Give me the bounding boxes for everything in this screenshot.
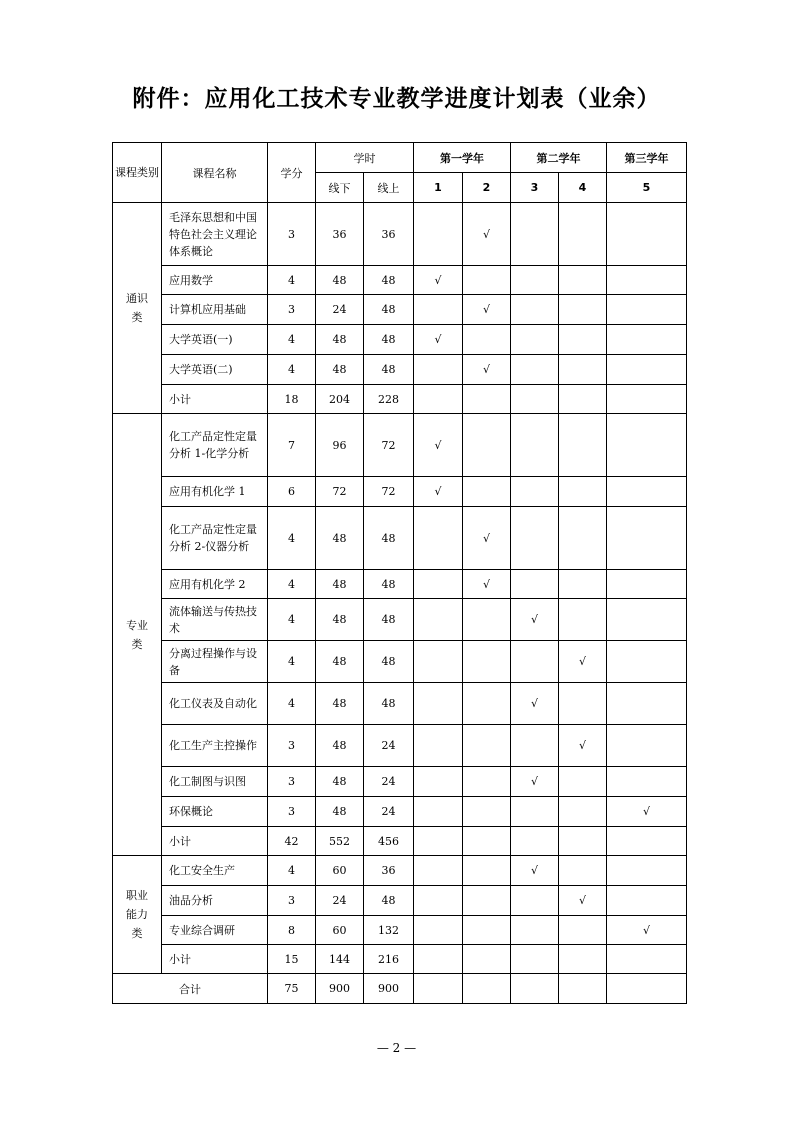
semester-cell [414,477,463,507]
offline-hours-cell: 24 [316,886,364,916]
semester-cell [559,767,607,797]
semester-cell [463,797,511,827]
semester-cell [607,355,687,385]
semester-cell [607,414,687,477]
semester-cell [607,945,687,974]
credits-cell: 3 [268,203,316,266]
semester-cell [559,886,607,916]
total-label: 合计 [113,974,268,1004]
header-row-1 [113,143,687,173]
table-row [113,599,687,641]
online-hours-cell: 72 [364,477,414,507]
category-cell [113,856,162,974]
check-mark-icon: √ [642,923,650,937]
semester-cell [511,856,559,886]
course-name: 化工产品定性定量分析 1-化学分析 [162,414,268,477]
category-label: 职业能力类 [126,889,148,940]
header-hours: 学时 [316,143,414,173]
category-label: 通识类 [126,292,148,324]
credits-cell: 4 [268,266,316,295]
credits-cell: 3 [268,767,316,797]
offline-hours-cell: 552 [316,827,364,856]
semester-cell [607,916,687,945]
credits-cell: 4 [268,683,316,725]
category-cell [113,414,162,856]
table-row [113,266,687,295]
course-name: 流体输送与传热技术 [162,599,268,641]
credits-cell: 4 [268,325,316,355]
table-row [113,570,687,599]
check-mark-icon: √ [434,333,442,346]
semester-cell [607,325,687,355]
course-name: 化工产品定性定量分析 2-仪器分析 [162,507,268,570]
semester-cell [511,916,559,945]
credits-cell: 3 [268,886,316,916]
table-row [113,355,687,385]
category-label: 专业类 [126,618,148,651]
online-hours-cell: 48 [364,355,414,385]
credits-cell: 4 [268,599,316,641]
semester-cell [511,827,559,856]
course-name: 化工安全生产 [162,856,268,886]
table-body [113,203,687,974]
course-name: 化工仪表及自动化 [162,683,268,725]
teaching-plan-table [112,142,687,1004]
offline-hours-cell: 204 [316,385,364,414]
semester-cell [559,725,607,767]
course-name: 环保概论 [162,797,268,827]
semester-cell [463,477,511,507]
semester-cell [414,886,463,916]
header-semester-3: 3 [511,173,559,203]
header-category-text: 课程类别 [115,166,159,179]
semester-cell [414,641,463,683]
offline-hours-cell: 48 [316,683,364,725]
online-hours-cell: 36 [364,856,414,886]
semester-cell [463,507,511,570]
table-row [113,203,687,266]
credits-cell: 6 [268,477,316,507]
semester-cell [607,385,687,414]
semester-cell [559,641,607,683]
semester-cell [414,945,463,974]
course-name: 小计 [162,827,268,856]
course-name: 化工制图与识图 [162,767,268,797]
header-credits: 学分 [268,143,316,203]
online-hours-cell: 132 [364,916,414,945]
total-online: 900 [364,974,414,1004]
semester-cell [559,355,607,385]
semester-cell [511,945,559,974]
table-row [113,295,687,325]
semester-cell [463,266,511,295]
header-year-1: 第一学年 [414,143,511,173]
semester-cell [559,203,607,266]
online-hours-cell: 216 [364,945,414,974]
online-hours-cell: 24 [364,797,414,827]
course-name: 油品分析 [162,886,268,916]
semester-cell [607,683,687,725]
online-hours-cell: 48 [364,295,414,325]
semester-cell [463,295,511,325]
header-offline: 线下 [316,173,364,203]
online-hours-cell: 24 [364,725,414,767]
semester-cell [511,355,559,385]
semester-cell [414,325,463,355]
semester-cell [559,385,607,414]
table-row [113,886,687,916]
semester-cell [463,599,511,641]
table-row [113,477,687,507]
category-cell [113,203,162,414]
course-name: 化工生产主控操作 [162,725,268,767]
semester-cell [607,641,687,683]
semester-cell [511,507,559,570]
check-mark-icon: √ [530,775,538,788]
online-hours-cell: 48 [364,641,414,683]
semester-cell [511,570,559,599]
semester-cell [511,767,559,797]
credits-cell: 4 [268,507,316,570]
semester-cell [463,570,511,599]
semester-cell [511,974,559,1004]
check-mark-icon: √ [482,577,490,591]
course-name: 大学英语(一) [162,325,268,355]
semester-cell [463,203,511,266]
semester-cell [559,414,607,477]
semester-cell [607,767,687,797]
offline-hours-cell: 48 [316,507,364,570]
semester-cell [511,599,559,641]
semester-cell [607,827,687,856]
table-row [113,916,687,945]
online-hours-cell: 36 [364,203,414,266]
check-mark-icon: √ [578,894,586,907]
semester-cell [414,385,463,414]
semester-cell [607,974,687,1004]
course-name: 应用有机化学 1 [162,477,268,507]
semester-cell [559,266,607,295]
check-mark-icon: √ [482,303,490,316]
semester-cell [559,507,607,570]
header-online: 线上 [364,173,414,203]
total-row [113,974,687,1004]
semester-cell [607,886,687,916]
table-row [113,725,687,767]
semester-cell [559,683,607,725]
credits-cell: 3 [268,295,316,325]
course-name: 大学英语(二) [162,355,268,385]
semester-cell [559,797,607,827]
online-hours-cell: 48 [364,507,414,570]
table-row [113,385,687,414]
online-hours-cell: 48 [364,886,414,916]
credits-cell: 3 [268,797,316,827]
header-category [113,143,162,203]
offline-hours-cell: 96 [316,414,364,477]
semester-cell [463,385,511,414]
offline-hours-cell: 24 [316,295,364,325]
offline-hours-cell: 60 [316,856,364,886]
online-hours-cell: 48 [364,266,414,295]
semester-cell [463,945,511,974]
semester-cell [559,599,607,641]
semester-cell [414,599,463,641]
semester-cell [559,295,607,325]
header-semester-5: 5 [607,173,687,203]
semester-cell [463,414,511,477]
semester-cell [463,827,511,856]
semester-cell [607,266,687,295]
table-row [113,325,687,355]
course-name: 小计 [162,945,268,974]
semester-cell [559,974,607,1004]
semester-cell [607,599,687,641]
course-name: 计算机应用基础 [162,295,268,325]
offline-hours-cell: 48 [316,767,364,797]
semester-cell [511,886,559,916]
semester-cell [414,725,463,767]
semester-cell [414,414,463,477]
semester-cell [511,414,559,477]
semester-cell [511,641,559,683]
semester-cell [511,325,559,355]
check-mark-icon: √ [578,739,586,752]
total-credits: 75 [268,974,316,1004]
semester-cell [463,916,511,945]
online-hours-cell: 456 [364,827,414,856]
credits-cell: 42 [268,827,316,856]
semester-cell [607,725,687,767]
online-hours-cell: 24 [364,767,414,797]
offline-hours-cell: 60 [316,916,364,945]
header-semester-2: 2 [463,173,511,203]
semester-cell [511,266,559,295]
credits-cell: 15 [268,945,316,974]
course-name: 应用有机化学 2 [162,570,268,599]
total-offline: 900 [316,974,364,1004]
check-mark-icon: √ [530,697,538,710]
page-number: — 2 — [376,1041,417,1055]
semester-cell [463,355,511,385]
online-hours-cell: 228 [364,385,414,414]
credits-cell: 4 [268,355,316,385]
semester-cell [463,325,511,355]
semester-cell [414,570,463,599]
check-mark-icon: √ [434,273,442,287]
check-mark-icon: √ [482,363,490,376]
credits-cell: 8 [268,916,316,945]
semester-cell [511,295,559,325]
semester-cell [414,355,463,385]
semester-cell [463,641,511,683]
semester-cell [559,325,607,355]
semester-cell [607,477,687,507]
semester-cell [463,767,511,797]
header-semester-4: 4 [559,173,607,203]
semester-cell [559,945,607,974]
offline-hours-cell: 144 [316,945,364,974]
header-year-2: 第二学年 [511,143,607,173]
page-title: 附件：应用化工技术专业教学进度计划表（业余） [132,86,661,112]
credits-cell: 18 [268,385,316,414]
semester-cell [414,797,463,827]
offline-hours-cell: 48 [316,797,364,827]
semester-cell [607,797,687,827]
course-name: 专业综合调研 [162,916,268,945]
offline-hours-cell: 48 [316,570,364,599]
course-name: 毛泽东思想和中国特色社会主义理论体系概论 [162,203,268,266]
semester-cell [414,295,463,325]
semester-cell [607,295,687,325]
offline-hours-cell: 48 [316,266,364,295]
semester-cell [414,767,463,797]
credits-cell: 4 [268,641,316,683]
check-mark-icon: √ [530,613,538,626]
header-year-3: 第三学年 [607,143,687,173]
online-hours-cell: 72 [364,414,414,477]
credits-cell: 4 [268,856,316,886]
table-row [113,856,687,886]
course-name: 小计 [162,385,268,414]
table-row [113,827,687,856]
table-row [113,683,687,725]
semester-cell [463,856,511,886]
semester-cell [463,886,511,916]
semester-cell [414,974,463,1004]
semester-cell [511,477,559,507]
offline-hours-cell: 48 [316,325,364,355]
semester-cell [607,203,687,266]
header-course-name: 课程名称 [162,143,268,203]
semester-cell [607,570,687,599]
course-name: 分离过程操作与设备 [162,641,268,683]
semester-cell [559,570,607,599]
credits-cell: 7 [268,414,316,477]
semester-cell [511,683,559,725]
semester-cell [559,916,607,945]
online-hours-cell: 48 [364,570,414,599]
course-name: 应用数学 [162,266,268,295]
semester-cell [414,683,463,725]
semester-cell [414,203,463,266]
semester-cell [414,916,463,945]
check-mark-icon: √ [434,485,442,498]
semester-cell [414,266,463,295]
semester-cell [559,856,607,886]
semester-cell [414,856,463,886]
semester-cell [511,385,559,414]
semester-cell [463,974,511,1004]
online-hours-cell: 48 [364,683,414,725]
semester-cell [414,827,463,856]
offline-hours-cell: 48 [316,599,364,641]
table-row [113,797,687,827]
semester-cell [511,797,559,827]
online-hours-cell: 48 [364,599,414,641]
offline-hours-cell: 72 [316,477,364,507]
semester-cell [607,856,687,886]
table-row [113,767,687,797]
table-row [113,945,687,974]
check-mark-icon: √ [578,655,586,668]
header-semester-1: 1 [414,173,463,203]
table-row [113,414,687,477]
offline-hours-cell: 48 [316,725,364,767]
online-hours-cell: 48 [364,325,414,355]
check-mark-icon: √ [642,805,650,818]
credits-cell: 3 [268,725,316,767]
semester-cell [607,507,687,570]
semester-cell [559,827,607,856]
table-row [113,507,687,570]
semester-cell [511,203,559,266]
check-mark-icon: √ [434,438,442,452]
semester-cell [463,683,511,725]
offline-hours-cell: 48 [316,355,364,385]
check-mark-icon: √ [482,531,490,545]
check-mark-icon: √ [482,227,490,241]
table-row [113,641,687,683]
semester-cell [559,477,607,507]
offline-hours-cell: 36 [316,203,364,266]
semester-cell [463,725,511,767]
credits-cell: 4 [268,570,316,599]
check-mark-icon: √ [530,864,538,877]
semester-cell [511,725,559,767]
offline-hours-cell: 48 [316,641,364,683]
semester-cell [414,507,463,570]
